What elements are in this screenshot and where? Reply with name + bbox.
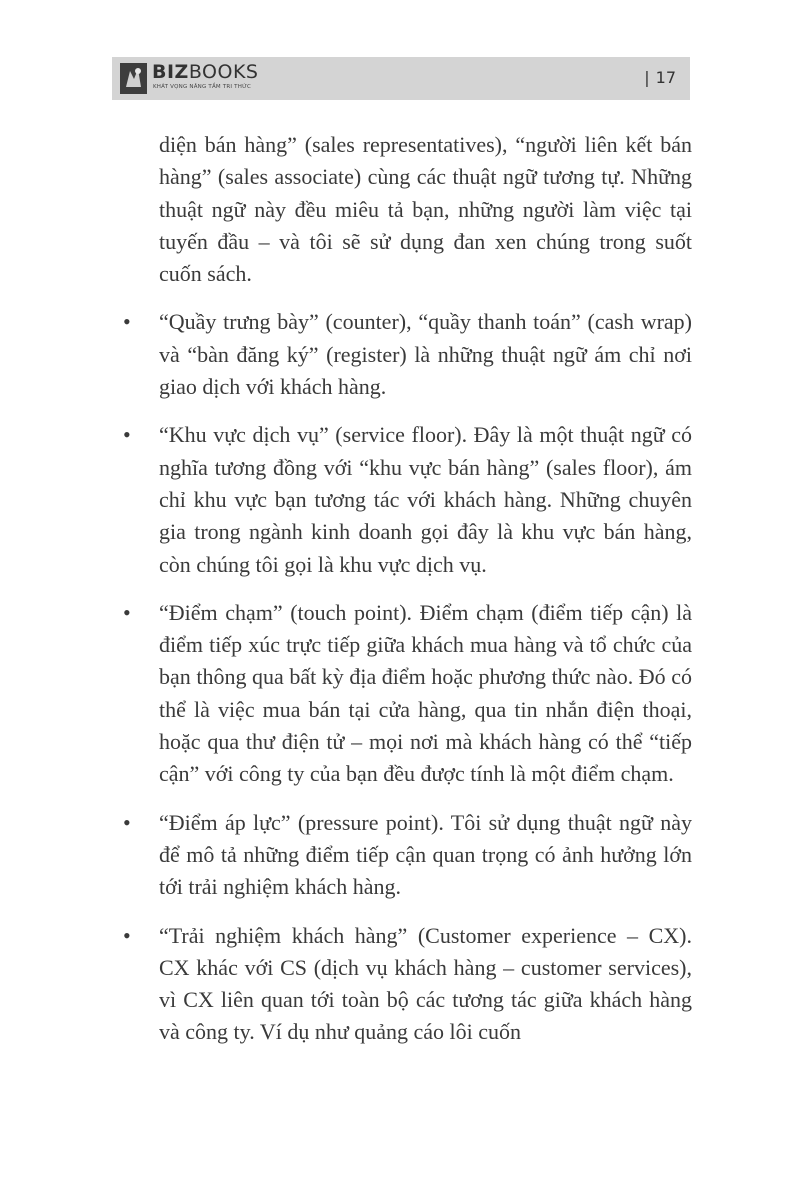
list-item [123, 306, 692, 403]
list-item [123, 807, 692, 904]
intro-paragraph: diện bán hàng” (sales representatives), “người liên kết bán hàng” (sales associate) cùng các thuật ngữ tương tự. Những thuật ngữ này đều miêu tả bạn, những người làm việc tại tuyến đầu – và tôi sẽ sử dụng đan xen chúng trong suốt cuốn sách. [159, 132, 692, 287]
list-item-text: “Trải nghiệm khách hàng” (Customer experience – CX). CX khác với CS (dịch vụ khách hàng – customer services), vì CX liên quan tới toàn bộ các tương tác giữa khách hàng và công ty. Ví dụ như quảng cáo lôi cuốn [159, 922, 692, 1045]
bullet-icon: • [123, 309, 131, 335]
brand-name [152, 61, 258, 83]
list-item-text: “Quầy trưng bày” (counter), “quầy thanh toán” (cash wrap) và “bàn đăng ký” (register) là những thuật ngữ ám chỉ nơi giao dịch với khách hàng. [159, 309, 692, 400]
list-item [123, 920, 692, 1049]
bullet-icon: • [123, 422, 131, 448]
list-item-text: “Điểm chạm” (touch point). Điểm chạm (điểm tiếp cận) là điểm tiếp xúc trực tiếp giữa khách mua hàng và tổ chức của bạn thông qua bất kỳ địa điểm hoặc phương thức nào. Đó có thể là việc mua bán tại cửa hàng, qua tin nhắn điện thoại, hoặc qua thư điện tử – mọi nơi mà khách hàng có thể “tiếp cận” với công ty của bạn đều được tính là một điểm chạm. [159, 599, 692, 787]
page-number-separator: | [644, 68, 650, 87]
list-item-text: “Điểm áp lực” (pressure point). Tôi sử dụng thuật ngữ này để mô tả những điểm tiếp cận quan trọng có ảnh hưởng lớn tới trải nghiệm khách hàng. [159, 809, 692, 900]
brand-name-bold: BIZ [152, 61, 189, 83]
bizbooks-logo-icon [120, 63, 147, 94]
page-number-block [644, 66, 676, 90]
bullet-icon: • [123, 922, 131, 948]
brand-name-light: BOOKS [188, 61, 259, 83]
header-bar [112, 57, 690, 100]
brand-tagline: KHÁT VỌNG NÂNG TẦM TRI THỨC [153, 84, 252, 90]
bullet-icon: • [123, 599, 131, 625]
list-item [123, 597, 692, 791]
bullet-icon: • [123, 809, 131, 835]
page-number: 17 [655, 68, 676, 87]
page-content [123, 129, 692, 1049]
list-item [123, 419, 692, 580]
list-item-text: “Khu vực dịch vụ” (service floor). Đây là một thuật ngữ có nghĩa tương đồng với “khu vực bán hàng” (sales floor), ám chỉ khu vực bạn tương tác với khách hàng. Những chuyên gia trong ngành kinh doanh gọi đây là khu vực bán hàng, còn chúng tôi gọi là khu vực dịch vụ. [159, 422, 692, 577]
